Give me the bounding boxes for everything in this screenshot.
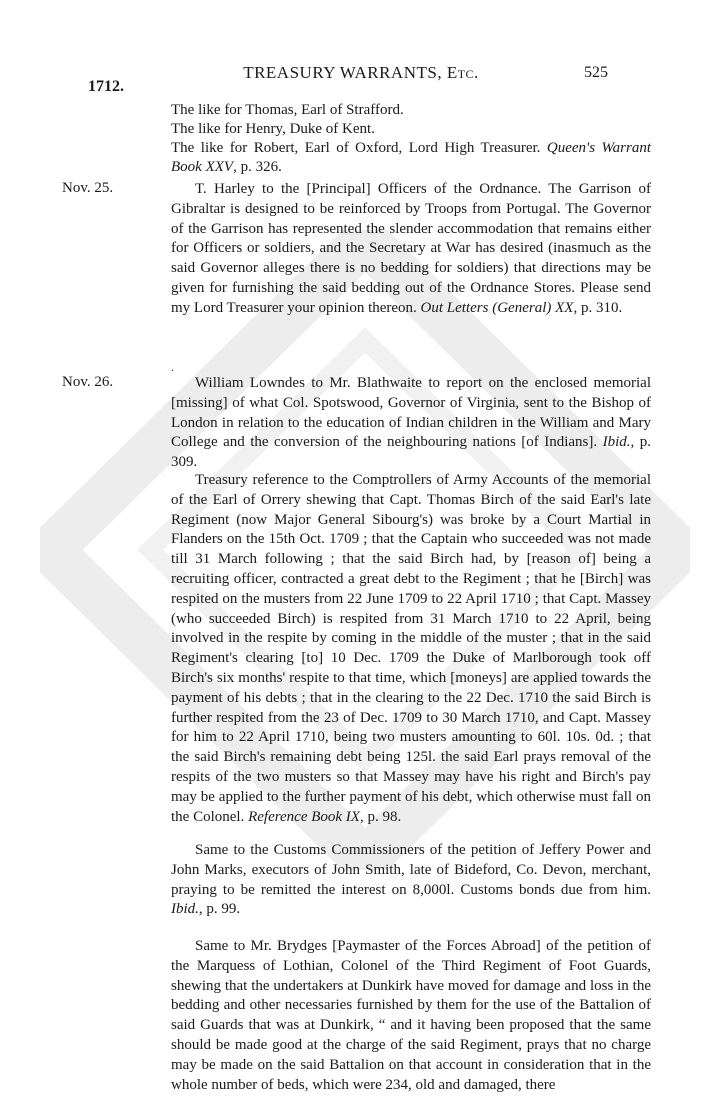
entry-date-nov-26: Nov. 26.	[62, 374, 114, 390]
entry-nov-25-ref: Out Letters (General) XX	[420, 299, 574, 316]
entry-nov-26	[171, 374, 651, 473]
entry-orrery-ref: Reference Book IX	[248, 808, 360, 825]
entry-customs-text: Same to the Customs Commissioners of the petition of Jeffery Power and John Marks, executors of John Smith, late of Bideford, Co. Devon, merchant, praying to be remitted the interest on 8,000l. Customs bonds due from him.	[171, 842, 651, 898]
entry-orrery	[171, 471, 651, 827]
header-title-etc: Etc.	[446, 63, 479, 82]
entry-nov-25	[171, 180, 651, 319]
entry-nov-26-text: William Lowndes to Mr. Blathwaite to report on the enclosed memorial [missing] of what Col. Spotswood, Governor of Virginia, sent to the Bishop of London in relation to the education of Indian children in the William and Mary College and the conversion of the neighbouring nations [of Indians].	[171, 375, 651, 451]
stray-dot: .	[171, 360, 174, 374]
intro-line-3-ref: Queen's Warrant Book XXV	[171, 140, 652, 175]
header-title	[0, 63, 722, 83]
intro-line-3-text: The like for Robert, Earl of Oxford, Lord High Treasurer.	[171, 140, 541, 156]
entry-nov-26-page: , p. 309.	[171, 434, 651, 471]
header-title-main: TREASURY WARRANTS,	[243, 63, 443, 82]
entry-nov-25-text: T. Harley to the [Principal] Officers of the Ordnance. The Garrison of Gibraltar is designed to be reinforced by Troops from Portugal. The Governor of the Garrison has represented the slender accommodation that remains either for Officers or soldiers, and the Secretary at War has desired (inasmuch as the said Governor alleges there is no bedding for soldiers) that directions may be given for furnishing the said bedding out of the Ordnance Stores. Please send my Lord Treasurer your opinion thereon.	[171, 181, 651, 316]
entry-customs	[171, 841, 651, 920]
entry-orrery-text: Treasury reference to the Comptrollers of Army Accounts of the memorial of the Earl of Orrery shewing that Capt. Thomas Birch of the said Earl's late Regiment (now Major General Sibourg's) was broke by a Court Martial in Flanders on the 15th Oct. 1709 ; that the Captain who succeeded was not made till 31 March following ; that the said Birch had, by [reason of] being a recruiting officer, contracted a great debt to the Regiment ; that he [Birch] was respited on the musters from 22 June 1709 to 22 April 1710 ; that Capt. Massey (who succeeded Birch) is respited from 31 March 1710 to 22 April, being involved in the respite by coming in the middle of the muster ; that in the said Regiment's clearing [to] 10 Dec. 1709 the Duke of Marlborough took off Birch's six months' respite to that time, which [moneys] are applied towards the payment of his debts ; that in the clearing to the 22 Dec. 1710 the said Birch is further respited from the 23 of Dec. 1709 to 30 March 1710, and Capt. Massey for him to 22 April 1710, being two musters amounting to 60l. 10s. 0d. ; that the said Birch's remaining debt being 125l. the said Earl prays removal of the respits of the two musters so that Massey may have his right and Birch's pay may be applied to the further payment of his debt, which otherwise must fall on the Colonel.	[171, 472, 651, 825]
entry-nov-25-page: , p. 310.	[573, 299, 623, 316]
entry-date-nov-25: Nov. 25.	[62, 180, 114, 196]
intro-line-3-page: , p. 326.	[233, 159, 282, 175]
header-year: 1712.	[88, 78, 124, 95]
entry-brydges-text: Same to Mr. Brydges [Paymaster of the Forces Abroad] of the petition of the Marquess of Lothian, Colonel of the Third Regiment of Foot Guards, shewing that the undertakers at Dunkirk have moved for damage and loss in the bedding and other necessaries furnished by them for the use of the Battalion of said Guards that was at Dunkirk, “ and it having been proposed that the same should be made good at the charge of the said Regiment, prays that no charge may be made on the said Battalion on that account in consideration that in the whole number of beds, which were 234, old and damaged, there	[171, 938, 651, 1093]
entry-customs-ref: Ibid.	[171, 901, 199, 918]
intro-block	[171, 101, 651, 177]
intro-line-2: The like for Henry, Duke of Kent.	[171, 121, 375, 137]
entry-customs-page: , p. 99.	[198, 901, 241, 918]
entry-nov-26-ref: Ibid.	[602, 434, 631, 451]
intro-line-1: The like for Thomas, Earl of Strafford.	[171, 102, 404, 118]
entry-brydges	[171, 937, 651, 1095]
entry-orrery-page: , p. 98.	[359, 808, 402, 825]
page-number: 525	[584, 64, 608, 81]
intro-line-3	[171, 139, 651, 177]
